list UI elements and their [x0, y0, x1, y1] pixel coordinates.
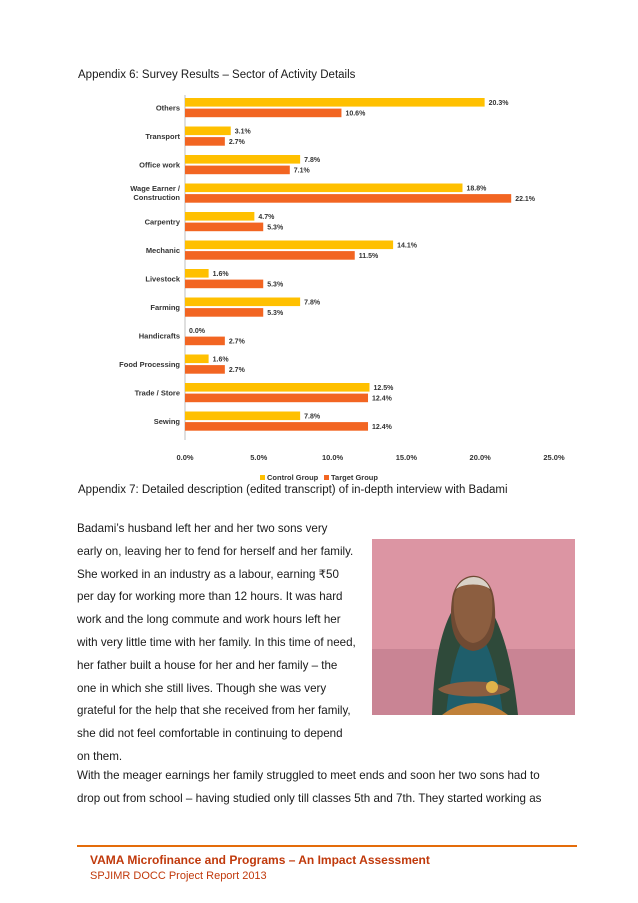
x-tick-label: 15.0% — [395, 453, 418, 462]
data-label: 5.3% — [267, 281, 284, 289]
data-label: 10.6% — [345, 110, 366, 118]
paragraph-line: one in which she still lives. Though she was very — [77, 681, 327, 695]
x-tick-label: 10.0% — [321, 453, 344, 462]
category-label: Handicrafts — [138, 331, 180, 341]
footer-subtitle: SPJIMR DOCC Project Report 2013 — [90, 870, 267, 882]
category-label: Wage Earner / Construction — [130, 184, 180, 203]
data-label: 2.7% — [228, 139, 245, 147]
bar-target — [185, 166, 290, 175]
bar-control — [185, 412, 300, 421]
paragraph-1 — [77, 518, 364, 769]
data-label: 2.7% — [228, 338, 245, 346]
appendix-7-heading: Appendix 7: Detailed description (edited transcript) of in-depth interview with Badami — [78, 484, 508, 496]
bar-control — [185, 355, 209, 364]
paragraph-line: Badami’s husband left her and her two sons very — [77, 522, 328, 535]
category-label: Food Processing — [119, 360, 180, 370]
category-label: Livestock — [145, 274, 180, 284]
bar-control — [185, 155, 300, 164]
footer-title: VAMA Microfinance and Programs – An Impact Assessment — [90, 853, 430, 867]
bar-target — [185, 223, 263, 232]
bar-target — [185, 194, 511, 203]
paragraph-line: drop out from school – having studied only till classes 5th and 7th. They started working as — [77, 791, 542, 805]
appendix-6-heading: Appendix 6: Survey Results – Sector of Activity Details — [78, 69, 356, 81]
bar-control — [185, 383, 370, 392]
data-label: 22.1% — [515, 196, 536, 204]
x-tick-label: 20.0% — [469, 453, 491, 462]
paragraph-line: she did not feel comfortable in continuing to depend — [77, 727, 343, 741]
x-tick-label: 5.0% — [250, 453, 268, 462]
data-label: 12.4% — [372, 395, 392, 403]
bar-target — [185, 337, 225, 346]
x-tick-label: 25.0% — [543, 453, 565, 462]
category-label: Mechanic — [145, 246, 180, 256]
legend-swatch — [260, 475, 265, 480]
data-label: 12.4% — [372, 424, 392, 432]
data-label: 5.3% — [267, 224, 284, 232]
category-label: Transport — [145, 132, 180, 142]
data-label: 7.8% — [304, 299, 321, 307]
paragraph-line: With the meager earnings her family struggled to meet ends and soon her two sons had to — [77, 769, 540, 782]
legend-swatch — [324, 475, 329, 480]
footer-divider — [77, 845, 577, 847]
category-label: Farming — [150, 303, 180, 313]
data-label: 18.8% — [466, 185, 487, 193]
data-label: 14.1% — [397, 242, 417, 250]
bar-control — [185, 212, 254, 221]
data-label: 2.7% — [228, 367, 245, 375]
x-tick-label: 0.0% — [176, 453, 194, 462]
paragraph-line: her father built a house for her and her family – the — [77, 658, 338, 672]
bar-target — [185, 109, 341, 118]
bar-target — [185, 394, 368, 403]
data-label: 1.6% — [212, 271, 229, 279]
data-label: 20.3% — [488, 100, 509, 108]
category-label: Carpentry — [144, 217, 180, 227]
data-label: 0.0% — [189, 328, 205, 336]
paragraph-line: on them. — [77, 749, 123, 763]
data-label: 7.1% — [293, 167, 310, 175]
category-label: Trade / Store — [134, 388, 180, 398]
paragraph-line: early on, leaving her to fend for herself and her family. — [77, 544, 354, 558]
bar-target — [185, 365, 225, 374]
data-label: 5.3% — [267, 310, 284, 318]
data-label: 11.5% — [358, 253, 379, 261]
paragraph-line: grateful for the help that she received from her family, — [77, 704, 351, 718]
data-label: 3.1% — [234, 128, 251, 136]
bar-target — [185, 422, 368, 431]
paragraph-line: She worked in an industry as a labour, earning ₹50 — [77, 567, 339, 581]
category-label: Office work — [139, 160, 180, 170]
bar-control — [185, 98, 485, 107]
bar-control — [185, 184, 462, 193]
bar-target — [185, 251, 355, 260]
paragraph-line: per day for working more than 12 hours. It was hard — [77, 590, 343, 604]
bar-control — [185, 241, 393, 250]
bar-target — [185, 308, 263, 317]
paragraph-line: work and the long commute and work hours left her — [77, 613, 341, 627]
legend-label: Control Group — [267, 473, 319, 482]
bar-target — [185, 137, 225, 146]
paragraph-line: with very little time with her family. In this time of need, — [77, 635, 356, 649]
paragraph-2 — [77, 765, 563, 811]
badami-photo — [372, 539, 575, 715]
sector-bar-chart — [100, 92, 570, 482]
bar-control — [185, 298, 300, 307]
legend-label: Target Group — [331, 473, 378, 482]
bar-control — [185, 127, 231, 136]
category-label: Sewing — [153, 417, 180, 427]
data-label: 12.5% — [373, 385, 394, 393]
bar-control — [185, 269, 209, 278]
category-label: Others — [155, 103, 180, 113]
data-label: 4.7% — [258, 214, 275, 222]
data-label: 1.6% — [212, 356, 229, 364]
bar-target — [185, 280, 263, 289]
data-label: 7.8% — [304, 413, 321, 421]
data-label: 7.8% — [304, 157, 321, 165]
